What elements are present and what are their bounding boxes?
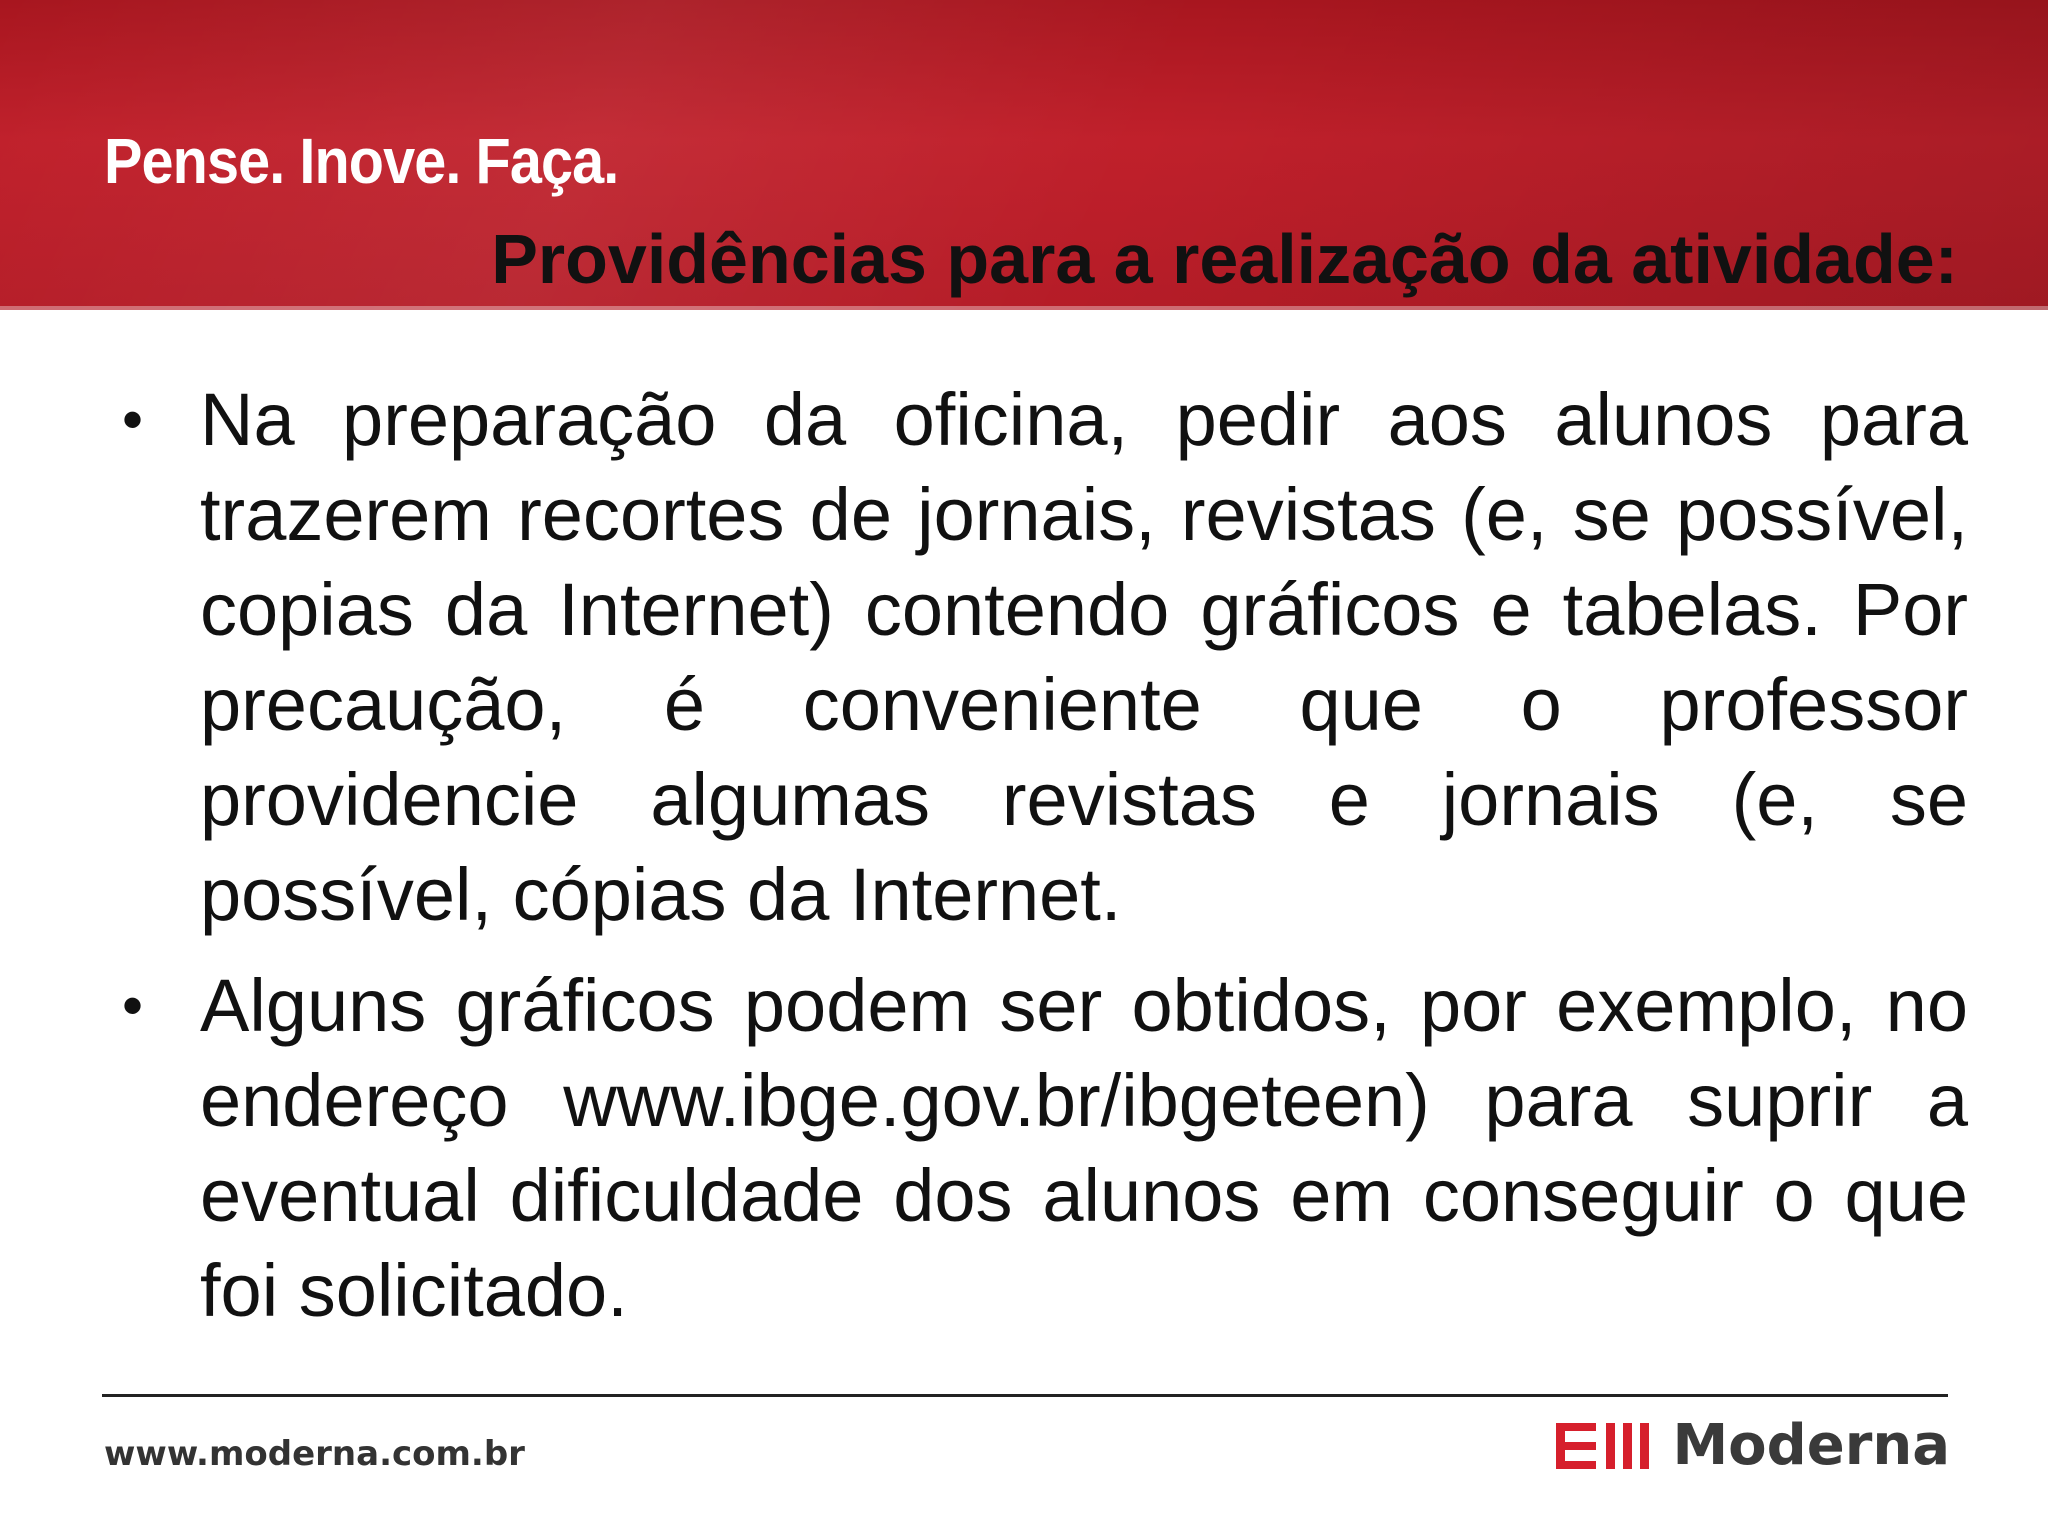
- footer-divider: [102, 1394, 1948, 1397]
- bullet-marker: •: [122, 386, 144, 453]
- tagline: Pense. Inove. Faça.: [104, 125, 619, 197]
- header-band: [0, 0, 2048, 310]
- bullet-list: [120, 372, 1968, 1338]
- bullet-item: [120, 372, 1968, 942]
- bullet-marker: •: [122, 972, 144, 1039]
- bullet-text: Na preparação da oficina, pedir aos alunos para trazerem recortes de jornais, revistas (e, se possível, copias da Internet) contendo gráficos e tabelas. Por precaução, é conveniente que o professor providencie algumas revistas e jornais (e, se possível, cópias da Internet.: [200, 378, 1968, 936]
- moderna-logo-icon: [1556, 1421, 1652, 1471]
- footer-url: www.moderna.com.br: [104, 1434, 525, 1474]
- slide-content: [120, 372, 1968, 1354]
- bullet-text: Alguns gráficos podem ser obtidos, por exemplo, no endereço www.ibge.gov.br/ibgeteen) para suprir a eventual dificuldade dos alunos em conseguir o que foi solicitado.: [200, 964, 1968, 1332]
- bullet-item: [120, 958, 1968, 1338]
- brand-logo: [1556, 1413, 1950, 1478]
- slide-title: Providências para a realização da atividade:: [491, 220, 1958, 298]
- brand-name: Moderna: [1672, 1413, 1950, 1478]
